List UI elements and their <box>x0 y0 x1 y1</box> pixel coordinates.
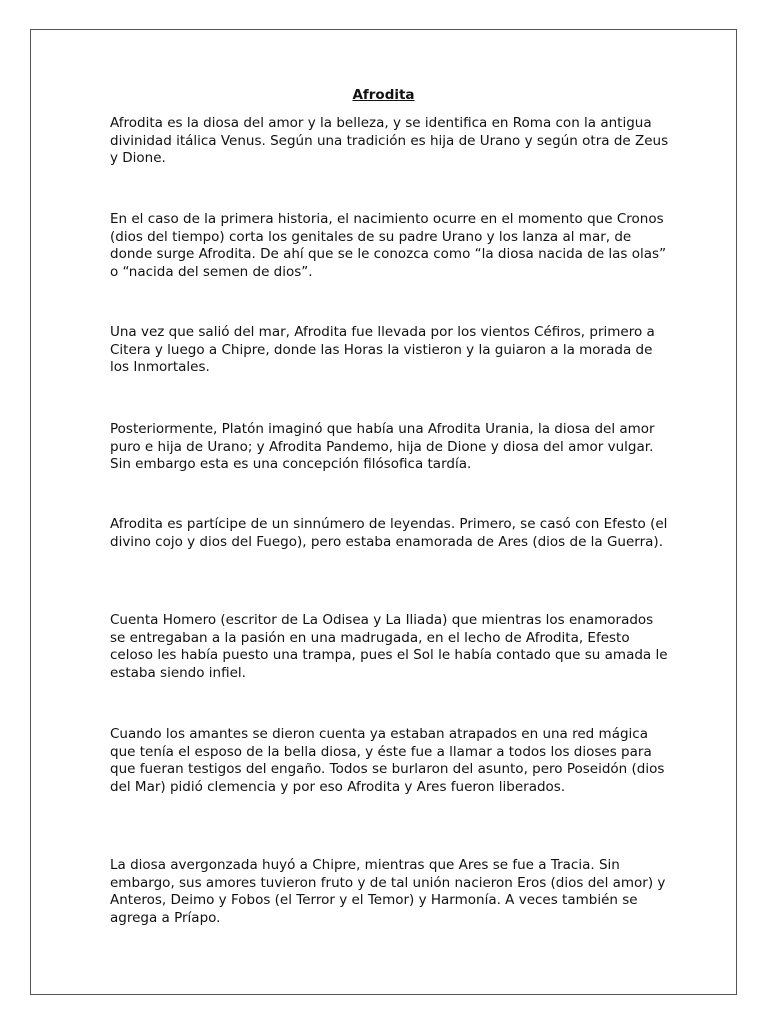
paragraph-homer: Cuenta Homero (escritor de La Odisea y La Iliada) que mientras los enamorados se entregaban a la pasión en una madrugada, en el lecho de Afrodita, Efesto celoso les había puesto una trampa, pues el Sol le había contado que su amada le estaba siendo infiel. <box>110 612 668 682</box>
paragraph-birth: En el caso de la primera historia, el nacimiento ocurre en el momento que Cronos (dios del tiempo) corta los genitales de su padre Urano y los lanza al mar, de donde surge Afrodita. De ahí que se le conozca como “la diosa nacida de las olas” o “nacida del semen de dios”. <box>110 211 667 281</box>
paragraph-plato: Posteriormente, Platón imaginó que había una Afrodita Urania, la diosa del amor puro e hija de Urano; y Afrodita Pandemo, hija de Dione y diosa del amor vulgar. Sin embargo esta es una concepción filósofica tardía. <box>110 421 655 473</box>
document-title: Afrodita <box>352 87 415 103</box>
paragraph-offspring: La diosa avergonzada huyó a Chipre, mientras que Ares se fue a Tracia. Sin embargo, sus amores tuvieron fruto y de tal unión nacieron Eros (dios del amor) y Anteros, Deimo y Fobos (el Terror y el Temor) y Harmonía. A veces también se agrega a Príapo. <box>110 857 666 927</box>
paragraph-intro: Afrodita es la diosa del amor y la belleza, y se identifica en Roma con la antigua divinidad itálica Venus. Según una tradición es hija de Urano y según otra de Zeus y Dione. <box>110 115 669 167</box>
paragraph-trap: Cuando los amantes se dieron cuenta ya estaban atrapados en una red mágica que tenía el esposo de la bella diosa, y éste fue a llamar a todos los dioses para que fueran testigos del engaño. Todos se burlaron del asunto, pero Poseidón (dios del Mar) pidió clemencia y por eso Afrodita y Ares fueron liberados. <box>110 726 665 796</box>
paragraph-journey: Una vez que salió del mar, Afrodita fue llevada por los vientos Céfiros, primero a Citera y luego a Chipre, donde las Horas la vistieron y la guiaron a la morada de los Inmortales. <box>110 324 655 376</box>
paragraph-legends: Afrodita es partícipe de un sinnúmero de leyendas. Primero, se casó con Efesto (el divino cojo y dios del Fuego), pero estaba enamorada de Ares (dios de la Guerra). <box>110 516 668 550</box>
document-page <box>30 29 737 995</box>
